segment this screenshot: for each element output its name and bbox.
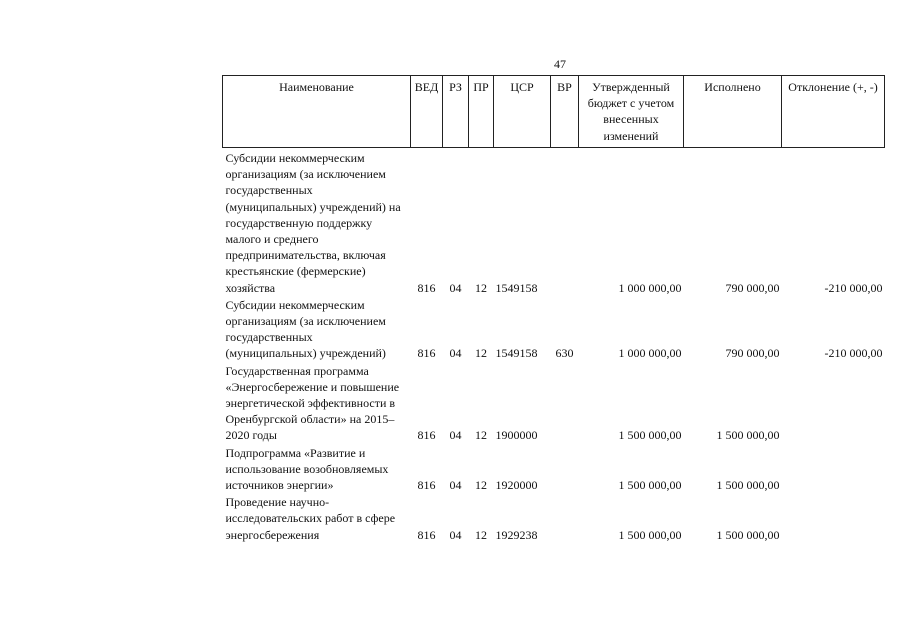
row-name: Субсидии некоммерческим организациям (за исключением государственных (муниципальных) учреждений) [225,297,386,361]
col-header-rz: РЗ [443,76,469,148]
row-executed: 790 000,00 [725,280,780,295]
page-number: 47 [554,57,566,71]
row-ved: 816 [417,280,436,295]
row-approved: 1 500 000,00 [618,478,682,493]
row-approved: 1 500 000,00 [618,428,682,443]
row-executed: 1 500 000,00 [716,478,780,493]
table-row [223,445,885,495]
row-name: Государственная программа «Энергосбережение и повышение энергетической эффективности в Оренбургской области» на 2015–2020 годы [225,363,400,443]
row-csr: 1929238 [495,527,538,542]
col-header-executed: Исполнено [684,76,782,148]
row-ved: 816 [417,428,436,443]
row-rz: 04 [449,280,462,295]
col-header-csr: ЦСР [494,76,551,148]
row-vr [551,148,579,297]
row-name: Субсидии некоммерческим организациям (за исключением государственных (муниципальных) учреждений) на государственную поддержку малого и среднего предпринимательства, включая крестьянские (фермерские) хозяйства [225,151,401,295]
row-csr: 1549158 [495,280,538,295]
row-rz: 04 [449,527,462,542]
row-pr: 12 [475,280,487,295]
row-vr: 630 [555,346,574,361]
table-row [223,363,885,445]
row-rz: 04 [449,428,462,443]
row-ved: 816 [417,346,436,361]
row-name: Проведение научно-исследовательских работ в сфере энергосбережения [225,495,396,542]
col-header-approved: Утвержденный бюджет с учетом внесенных изменений [579,76,684,148]
row-approved: 1 000 000,00 [618,346,682,361]
row-pr: 12 [475,428,487,443]
row-deviation: -210 000,00 [824,346,883,361]
row-executed: 790 000,00 [725,346,780,361]
row-executed: 1 500 000,00 [716,428,780,443]
row-deviation [782,363,885,445]
col-header-name: Наименование [223,76,411,148]
row-ved: 816 [417,478,436,493]
col-header-deviation: Отклонение (+, -) [782,76,885,148]
row-approved: 1 000 000,00 [618,280,682,295]
row-rz: 04 [449,478,462,493]
row-vr [551,494,579,544]
table-row [223,297,885,363]
row-csr: 1900000 [495,428,538,443]
row-csr: 1920000 [495,478,538,493]
row-rz: 04 [449,346,462,361]
row-executed: 1 500 000,00 [716,527,780,542]
row-approved: 1 500 000,00 [618,527,682,542]
budget-table [222,75,885,544]
table-header-row [223,76,885,148]
row-ved: 816 [417,527,436,542]
col-header-pr: ПР [469,76,494,148]
row-deviation [782,445,885,495]
row-deviation [782,494,885,544]
table-row [223,148,885,297]
table-row [223,494,885,544]
row-pr: 12 [475,346,487,361]
row-pr: 12 [475,527,487,542]
row-csr: 1549158 [495,346,538,361]
row-pr: 12 [475,478,487,493]
col-header-vr: ВР [551,76,579,148]
row-name: Подпрограмма «Развитие и использование возобновляемых источников энергии» [225,445,389,493]
row-vr [551,363,579,445]
row-vr [551,445,579,495]
col-header-ved: ВЕД [411,76,443,148]
row-deviation: -210 000,00 [824,280,883,295]
